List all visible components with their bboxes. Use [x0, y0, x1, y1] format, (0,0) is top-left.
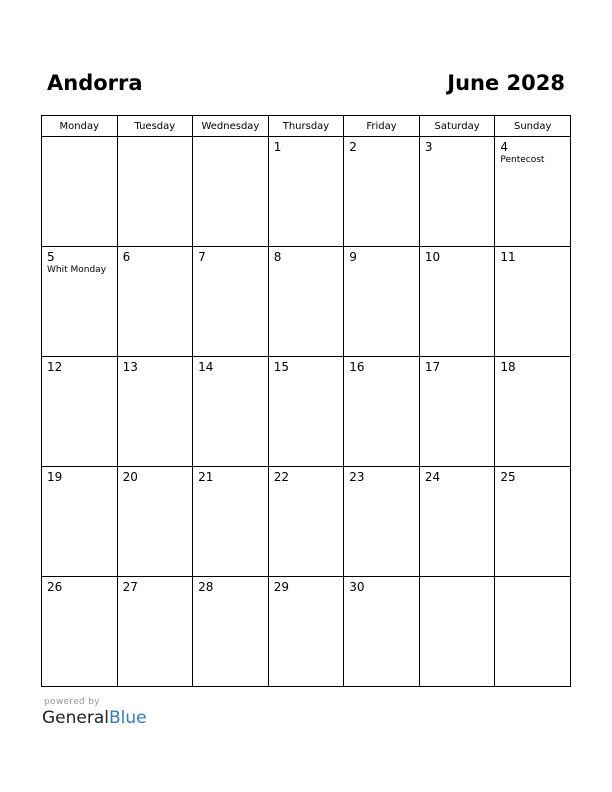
day-number: 16 — [349, 360, 365, 374]
day-number: 19 — [47, 470, 63, 484]
brand-general: General — [42, 708, 109, 728]
day-number: 7 — [198, 250, 206, 264]
day-number: 6 — [122, 250, 131, 264]
day-cell — [344, 247, 420, 357]
day-number: 10 — [424, 250, 441, 264]
day-cell — [42, 467, 118, 577]
weekday-friday: Friday — [344, 116, 420, 137]
day-number: 28 — [198, 580, 214, 594]
week-row — [42, 137, 571, 247]
day-number: 15 — [273, 360, 289, 374]
day-number: 4 — [500, 140, 509, 154]
holiday-label: Pentecost — [500, 155, 545, 165]
day-number: 30 — [349, 580, 365, 594]
day-cell — [419, 357, 495, 467]
day-cell — [42, 357, 118, 467]
weekday-thursday: Thursday — [268, 116, 344, 137]
day-cell — [268, 247, 344, 357]
day-cell — [268, 137, 344, 247]
day-number: 22 — [273, 470, 289, 484]
day-number: 5 — [47, 250, 55, 264]
day-number: 12 — [47, 360, 63, 374]
day-cell — [117, 357, 193, 467]
day-cell — [117, 137, 193, 247]
weekday-monday: Monday — [42, 116, 118, 137]
day-cell — [42, 247, 118, 357]
day-cell — [344, 137, 420, 247]
day-number: 18 — [500, 360, 516, 374]
weekday-header-row — [42, 116, 571, 137]
day-number: 9 — [349, 250, 357, 264]
day-cell — [344, 357, 420, 467]
calendar-grid — [41, 115, 571, 687]
holiday-label: Whit Monday — [47, 265, 107, 275]
day-cell — [42, 577, 118, 687]
month-title: June 2028 — [447, 71, 565, 95]
brand-blue: Blue — [109, 708, 147, 728]
day-number: 17 — [424, 360, 441, 374]
day-number: 23 — [349, 470, 365, 484]
day-cell — [344, 577, 420, 687]
day-cell — [419, 247, 495, 357]
day-cell — [344, 467, 420, 577]
weekday-wednesday: Wednesday — [193, 116, 269, 137]
day-number: 3 — [424, 140, 433, 154]
day-number: 8 — [273, 250, 282, 264]
day-number: 11 — [500, 250, 516, 264]
day-cell — [193, 247, 269, 357]
powered-by-label: powered by — [44, 697, 100, 707]
day-cell — [495, 137, 571, 247]
day-cell — [495, 577, 571, 687]
day-cell — [42, 137, 118, 247]
day-number: 24 — [424, 470, 441, 484]
week-row — [42, 357, 571, 467]
brand-logo — [42, 708, 147, 728]
weekday-saturday: Saturday — [419, 116, 495, 137]
day-number: 26 — [47, 580, 63, 594]
day-number: 27 — [122, 580, 138, 594]
day-cell — [495, 247, 571, 357]
day-cell — [268, 357, 344, 467]
day-number: 1 — [273, 140, 282, 154]
day-number: 25 — [500, 470, 516, 484]
day-cell — [117, 247, 193, 357]
day-number: 21 — [198, 470, 214, 484]
day-cell — [495, 467, 571, 577]
day-number: 20 — [122, 470, 138, 484]
day-cell — [193, 357, 269, 467]
day-cell — [193, 137, 269, 247]
week-row — [42, 247, 571, 357]
day-cell — [495, 357, 571, 467]
week-row — [42, 467, 571, 577]
day-cell — [268, 467, 344, 577]
day-cell — [419, 577, 495, 687]
day-cell — [268, 577, 344, 687]
day-number: 13 — [122, 360, 138, 374]
country-title: Andorra — [47, 71, 143, 95]
day-cell — [117, 467, 193, 577]
day-cell — [193, 467, 269, 577]
weekday-sunday: Sunday — [495, 116, 571, 137]
week-row — [42, 577, 571, 687]
day-cell — [419, 467, 495, 577]
day-number: 14 — [198, 360, 214, 374]
day-number: 2 — [349, 140, 357, 154]
day-cell — [419, 137, 495, 247]
day-number: 29 — [273, 580, 289, 594]
day-cell — [117, 577, 193, 687]
weekday-tuesday: Tuesday — [117, 116, 193, 137]
day-cell — [193, 577, 269, 687]
